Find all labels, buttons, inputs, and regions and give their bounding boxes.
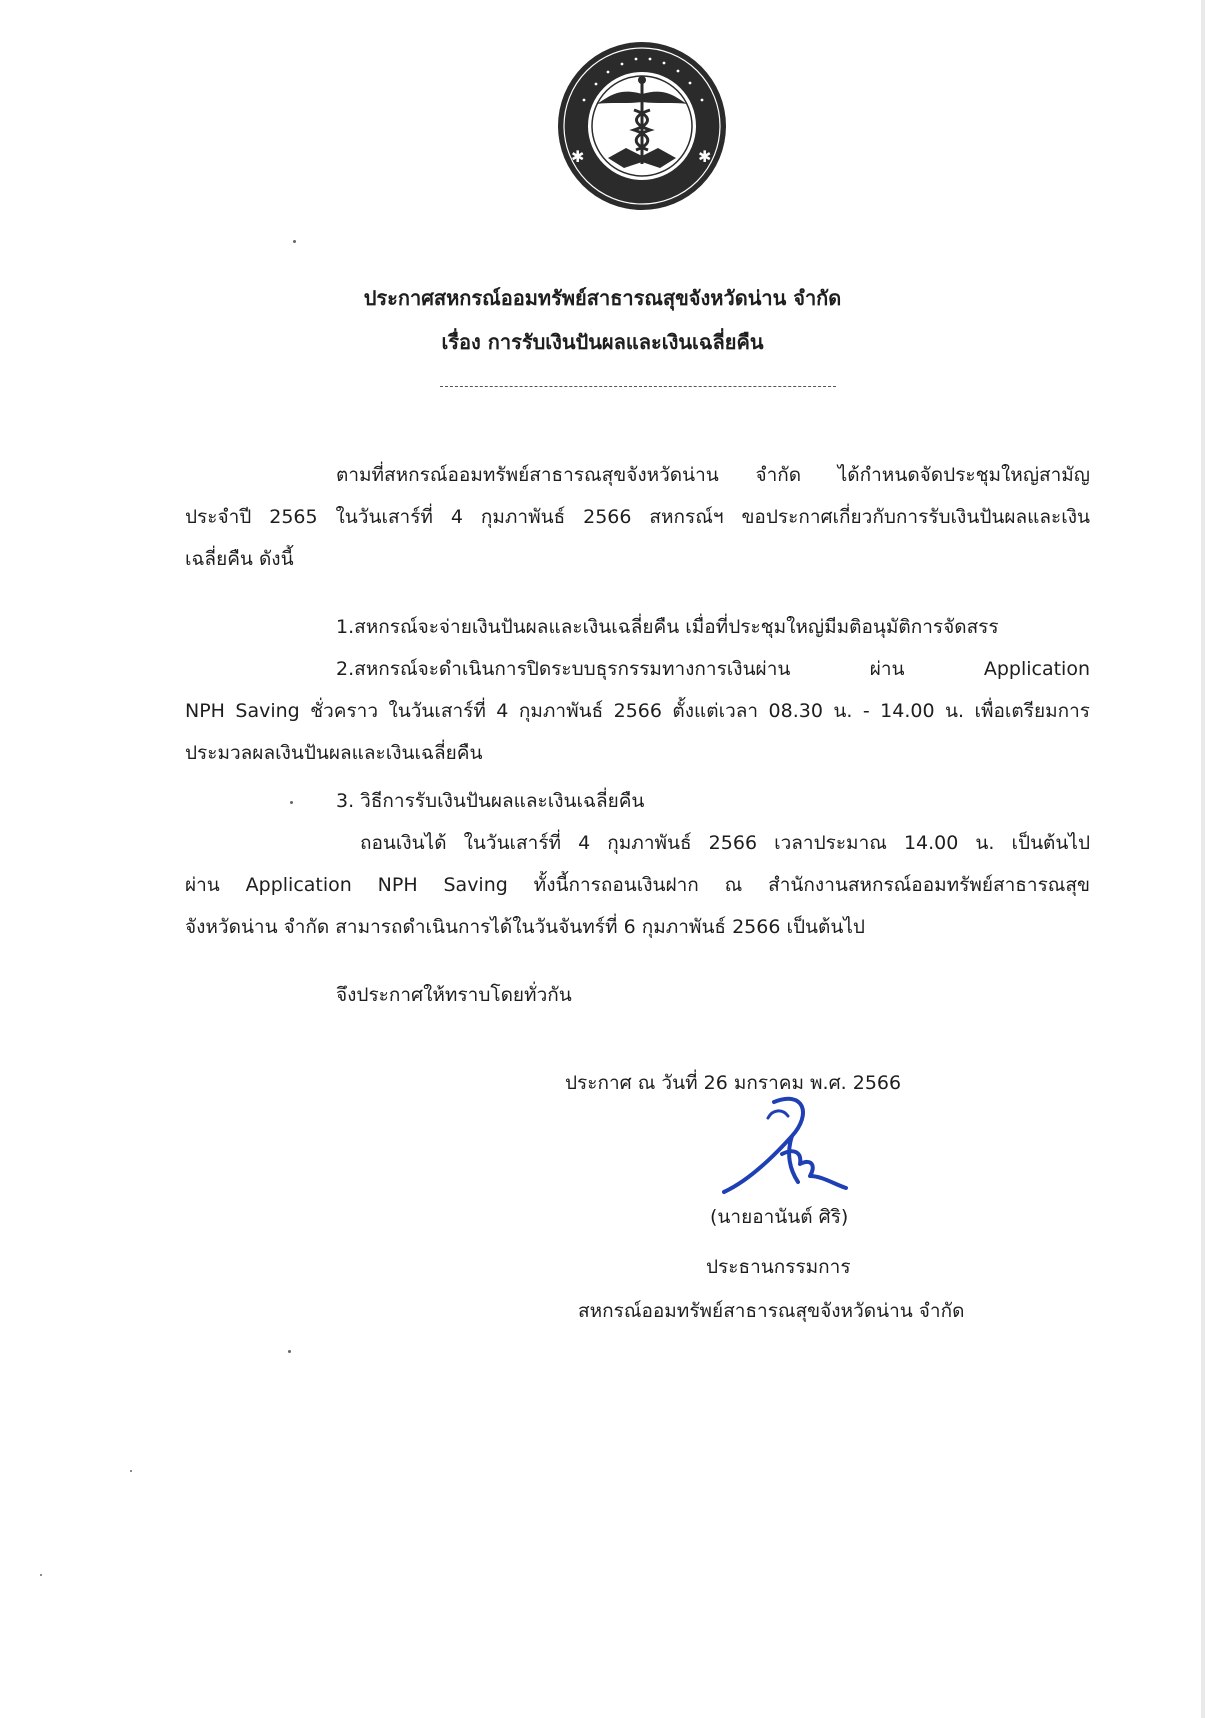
announcement-date: ประกาศ ณ วันที่ 26 มกราคม พ.ศ. 2566	[565, 1072, 902, 1094]
signatory-position: ประธานกรรมการ	[706, 1256, 851, 1278]
svg-text:✱: ✱	[571, 147, 585, 166]
announcement-subject: เรื่อง การรับเงินปันผลและเงินเฉลี่ยคืน	[441, 330, 764, 354]
item-3-detail-line-3: จังหวัดน่าน จำกัด สามารถดำเนินการได้ในวันจันทร์ที่ 6 กุมภาพันธ์ 2566 เป็นต้นไป	[185, 916, 865, 938]
item-3: 3. วิธีการรับเงินปันผลและเงินเฉลี่ยคืน	[336, 790, 645, 812]
intro-line-1: ตามที่สหกรณ์ออมทรัพย์สาธารณสุขจังหวัดน่าน จำกัด ได้กำหนดจัดประชุมใหญ่สามัญ	[336, 464, 1090, 486]
announcement-title: ประกาศสหกรณ์ออมทรัพย์สาธารณสุขจังหวัดน่าน จำกัด	[363, 286, 842, 310]
intro-line-3: เฉลี่ยคืน ดังนี้	[185, 548, 294, 570]
item-2-line-1: 2.สหกรณ์จะดำเนินการปิดระบบธุรกรรมทางการเงินผ่าน ผ่าน Application	[336, 658, 1090, 680]
signature-icon	[712, 1092, 852, 1204]
item-2-line-3: ประมวลผลเงินปันผลและเงินเฉลี่ยคืน	[185, 742, 483, 764]
signatory-name: (นายอานันต์ ศิริ)	[710, 1206, 849, 1228]
signatory-organization: สหกรณ์ออมทรัพย์สาธารณสุขจังหวัดน่าน จำกัด	[578, 1300, 965, 1322]
svg-text:✱: ✱	[698, 147, 712, 166]
item-2-line-2: NPH Saving ชั่วคราว ในวันเสาร์ที่ 4 กุมภาพันธ์ 2566 ตั้งแต่เวลา 08.30 น. - 14.00 น. เพื่อเตรียมการ	[185, 700, 1090, 722]
scan-edge	[1201, 0, 1205, 1718]
item-3-detail-line-1: ถอนเงินได้ ในวันเสาร์ที่ 4 กุมภาพันธ์ 2566 เวลาประมาณ 14.00 น. เป็นต้นไป	[360, 832, 1090, 854]
cooperative-seal-icon	[556, 40, 728, 212]
item-3-detail-line-2: ผ่าน Application NPH Saving ทั้งนี้การถอนเงินฝาก ณ สำนักงานสหกรณ์ออมทรัพย์สาธารณสุข	[185, 874, 1090, 896]
intro-line-2: ประจำปี 2565 ในวันเสาร์ที่ 4 กุมภาพันธ์ 2566 สหกรณ์ฯ ขอประกาศเกี่ยวกับการรับเงินปันผลและเงิน	[185, 506, 1090, 528]
title-divider	[440, 386, 836, 387]
item-1: 1.สหกรณ์จะจ่ายเงินปันผลและเงินเฉลี่ยคืน เมื่อที่ประชุมใหญ่มีมติอนุมัติการจัดสรร	[336, 616, 999, 638]
closing-statement: จึงประกาศให้ทราบโดยทั่วกัน	[336, 984, 572, 1006]
